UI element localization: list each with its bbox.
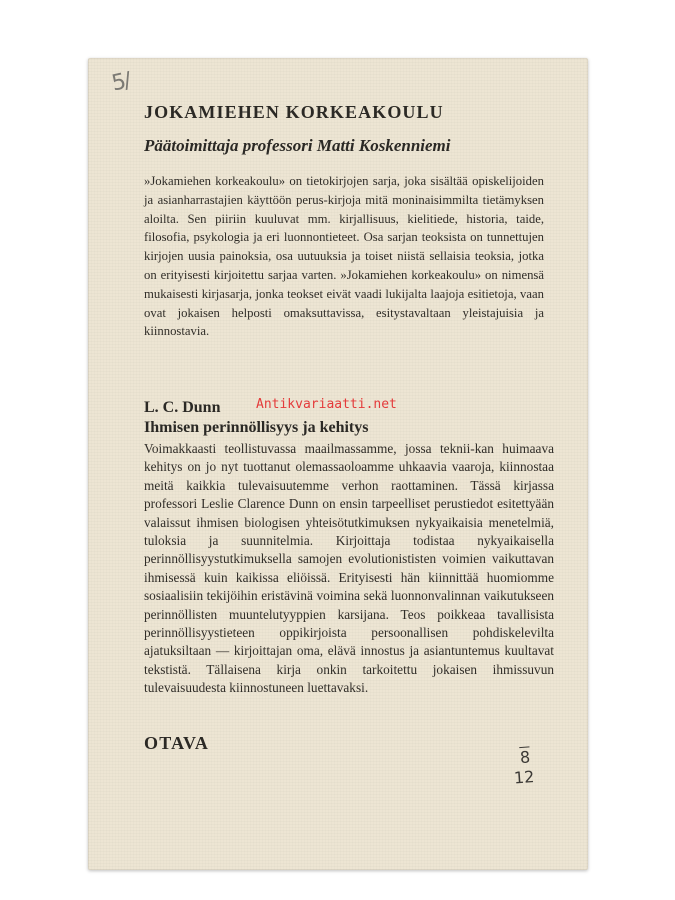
book-title: Ihmisen perinnöllisyys ja kehitys [144,419,369,436]
book-back-cover [88,58,588,870]
editor-line: Päätoimittaja professori Matti Koskenniemi [144,136,451,155]
series-description: »Jokamiehen korkeakoulu» on tietokirjojen sarja, joka sisältää opiskelijoiden ja asianharrastajien käyttöön perus-kirjoja mitä moninaisimmilta tietämyksen aloilta. Sen piiriin kuuluvat mm. kirjallisuus, kielitiede, historia, taide, filosofia, psykologia ja eri luonnontieteet. Osa sarjan teoksista on tunnettujen kirjojen uusia painoksia, osa uutuuksia ja toiset niistä sellaisia teoksia, jotka on erityisesti kirjoitettu sarjaa varten. »Jokamiehen korkeakoulu» on nimensä mukaisesti kirjasarja, jonka teokset eivät vaadi lukijalta laajoja esitietoja, vaan ovat jokaisen helposti omaksuttavissa, esitystavaltaan yleistajuisia ja kiinnostavia. [144,174,544,339]
watermark: Antikvariaatti.net [256,397,397,412]
book-description: Voimakkaasti teollistuvassa maailmassamme, jossa teknii-kan huimaava kehitys on jo nyt tuottanut olemassaoloamme uhkaavia vaaroja, kiinnostaa meitä kaikkia tulevaisuutemme verhon raottaminen. Tässä kirjassa professori Leslie Clarence Dunn on ensin tarpeelliset perustiedot esitettyään valaissut ihmisen biologisen yhteisötutkimuksen nykyaikaisia menetelmiä, tuloksia ja suunnitelmia. Kirjoittaja todistaa nykyaikaisella perinnöllisyystutkimuksella samojen evolutionististen voimien vaikuttavan ihmisessä kuin kaikissa eliöissä. Erityisesti hän kiinnittää huomiomme sosiaalisiin tekijöihin eristävinä voimina sekä luonnonvalinnan vaikutukseen perinnöllisten muuntelutyyppien karsijana. Teos poikkeaa tavallisista perinnöllisyystieteen oppikirjoista persoonallisen pohdiskelevilta ajatuksiltaan — kirjoittajan oma, elävä innostus ja asiantuntemus kuultavat tekstistä. Tällaisena kirja onkin tarkoitettu jokaisen ihmissuvun tulevaisuudesta kiinnostuneen luettavaksi. [144,441,554,696]
pencil-code-top: 8 [519,747,531,768]
pencil-price-code [508,748,534,788]
pencil-mark: 5/ [109,68,132,97]
author-name: L. C. Dunn [144,399,221,416]
pencil-code-bottom: 12 [513,767,535,788]
publisher-name: OTAVA [144,733,210,753]
series-title: JOKAMIEHEN KORKEAKOULU [144,102,444,122]
